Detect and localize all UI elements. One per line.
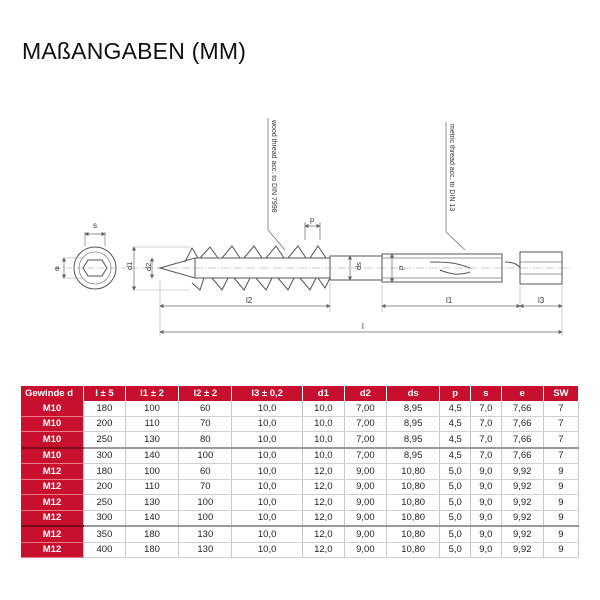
- label-p-top: p: [310, 215, 315, 224]
- table-cell: 10,0: [302, 432, 344, 448]
- table-cell: 10,80: [386, 526, 439, 542]
- table-cell: 9,92: [501, 479, 543, 495]
- table-cell: 110: [125, 479, 178, 495]
- thread-size-cell: M10: [21, 448, 84, 464]
- label-l3: l3: [538, 296, 545, 305]
- col-header: d2: [344, 386, 386, 401]
- table-cell: 5,0: [440, 510, 471, 526]
- table-row: [21, 464, 579, 480]
- table-cell: 4,5: [440, 416, 471, 432]
- table-cell: 9,0: [471, 479, 502, 495]
- table-cell: 9,00: [344, 526, 386, 542]
- table-cell: 180: [84, 464, 126, 480]
- thread-size-cell: M12: [21, 542, 84, 558]
- table-cell: 110: [125, 416, 178, 432]
- col-header: s: [471, 386, 502, 401]
- table-cell: 350: [84, 526, 126, 542]
- table-cell: 130: [179, 526, 232, 542]
- table-cell: 7: [543, 401, 578, 416]
- table-body: [21, 401, 579, 558]
- table-cell: 4,5: [440, 448, 471, 464]
- table-cell: 9,0: [471, 526, 502, 542]
- label-ds: ds: [354, 262, 363, 270]
- table-cell: 130: [125, 495, 178, 511]
- table-cell: 7,00: [344, 448, 386, 464]
- table-cell: 7,66: [501, 448, 543, 464]
- table-cell: 8,95: [386, 448, 439, 464]
- table-cell: 9,92: [501, 495, 543, 511]
- table-cell: 4,5: [440, 432, 471, 448]
- table-cell: 7: [543, 448, 578, 464]
- table-cell: 250: [84, 432, 126, 448]
- table-cell: 60: [179, 464, 232, 480]
- table-cell: 10,0: [232, 432, 302, 448]
- table-cell: 100: [179, 448, 232, 464]
- table-cell: 9,0: [471, 510, 502, 526]
- table-cell: 8,95: [386, 401, 439, 416]
- table-cell: 9,92: [501, 464, 543, 480]
- screw-side-view: [130, 246, 572, 290]
- table-cell: 9: [543, 510, 578, 526]
- table-cell: 12,0: [302, 495, 344, 511]
- thread-size-cell: M12: [21, 495, 84, 511]
- table-cell: 130: [179, 542, 232, 558]
- col-header: p: [440, 386, 471, 401]
- thread-size-cell: M12: [21, 464, 84, 480]
- table-cell: 10,0: [232, 495, 302, 511]
- table-cell: 7,00: [344, 401, 386, 416]
- table-cell: 10,0: [302, 448, 344, 464]
- col-header: l1 ± 2: [125, 386, 178, 401]
- thread-size-cell: M10: [21, 401, 84, 416]
- table-cell: 9,00: [344, 510, 386, 526]
- table-header-row: [21, 386, 579, 401]
- table-cell: 7,0: [471, 416, 502, 432]
- table-cell: 140: [125, 448, 178, 464]
- table-row: [21, 479, 579, 495]
- thread-size-cell: M10: [21, 432, 84, 448]
- thread-size-cell: M12: [21, 526, 84, 542]
- label-d2: d2: [144, 262, 153, 271]
- table-cell: 10,80: [386, 510, 439, 526]
- table-cell: 9: [543, 495, 578, 511]
- end-view: [55, 221, 128, 289]
- col-header: ds: [386, 386, 439, 401]
- table-cell: 12,0: [302, 464, 344, 480]
- table-cell: 10,0: [302, 416, 344, 432]
- table-cell: 140: [125, 510, 178, 526]
- table-cell: 9,0: [471, 542, 502, 558]
- table-cell: 400: [84, 542, 126, 558]
- table-cell: 10,0: [232, 526, 302, 542]
- table-cell: 9: [543, 542, 578, 558]
- table-row: [21, 510, 579, 526]
- table-cell: 7,00: [344, 432, 386, 448]
- table-cell: 7,0: [471, 448, 502, 464]
- label-s: s: [93, 221, 97, 230]
- col-header: l2 ± 2: [179, 386, 232, 401]
- table-cell: 5,0: [440, 495, 471, 511]
- table-row: [21, 401, 579, 416]
- table-cell: 300: [84, 448, 126, 464]
- table-cell: 9,00: [344, 495, 386, 511]
- thread-size-cell: M10: [21, 416, 84, 432]
- table-cell: 100: [179, 495, 232, 511]
- table-cell: 12,0: [302, 479, 344, 495]
- table-cell: 60: [179, 401, 232, 416]
- table-cell: 7,0: [471, 401, 502, 416]
- thread-size-cell: M12: [21, 510, 84, 526]
- label-l1: l1: [446, 296, 453, 305]
- label-e: e: [55, 264, 60, 273]
- table-cell: 10,80: [386, 479, 439, 495]
- col-header: Gewinde d: [21, 386, 84, 401]
- table-cell: 7,66: [501, 416, 543, 432]
- table-cell: 8,95: [386, 432, 439, 448]
- label-l: l: [362, 322, 364, 331]
- table-cell: 70: [179, 416, 232, 432]
- table-cell: 200: [84, 416, 126, 432]
- table-cell: 5,0: [440, 479, 471, 495]
- table-cell: 10,0: [232, 448, 302, 464]
- table-cell: 70: [179, 479, 232, 495]
- table-row: [21, 448, 579, 464]
- table-row: [21, 432, 579, 448]
- table-cell: 7,66: [501, 432, 543, 448]
- table-cell: 12,0: [302, 526, 344, 542]
- leader-notes: [268, 118, 465, 250]
- table-cell: 7: [543, 432, 578, 448]
- table-cell: 10,80: [386, 464, 439, 480]
- vertical-dimensions: [132, 247, 392, 290]
- table-cell: 9,92: [501, 542, 543, 558]
- col-header: SW: [543, 386, 578, 401]
- table-cell: 5,0: [440, 542, 471, 558]
- wood-thread-note: wood thread acc. to DIN 7998: [270, 120, 277, 213]
- table-cell: 100: [179, 510, 232, 526]
- page-title: MAßANGABEN (MM): [22, 38, 247, 64]
- table-cell: 10,80: [386, 542, 439, 558]
- col-header: d1: [302, 386, 344, 401]
- col-header: l3 ± 0,2: [232, 386, 302, 401]
- table-cell: 180: [125, 542, 178, 558]
- table-cell: 12,0: [302, 542, 344, 558]
- label-l2: l2: [246, 296, 253, 305]
- table-cell: 100: [125, 464, 178, 480]
- table-cell: 10,0: [232, 416, 302, 432]
- table-cell: 250: [84, 495, 126, 511]
- col-header: l ± 5: [84, 386, 126, 401]
- table-cell: 7: [543, 416, 578, 432]
- table-cell: 4,5: [440, 401, 471, 416]
- table-cell: 180: [84, 401, 126, 416]
- table-cell: 10,0: [302, 401, 344, 416]
- table-cell: 10,0: [232, 401, 302, 416]
- table-cell: 180: [125, 526, 178, 542]
- metric-thread-note: metric thread acc. to DIN 13: [448, 124, 455, 212]
- table-cell: 9,92: [501, 526, 543, 542]
- table-cell: 10,0: [232, 542, 302, 558]
- table-cell: 9,0: [471, 495, 502, 511]
- table-row: [21, 416, 579, 432]
- table-cell: 10,80: [386, 495, 439, 511]
- table-cell: 7,00: [344, 416, 386, 432]
- table-cell: 9,00: [344, 464, 386, 480]
- table-cell: 9: [543, 526, 578, 542]
- table-cell: 9: [543, 464, 578, 480]
- table-cell: 9,00: [344, 542, 386, 558]
- table-cell: 200: [84, 479, 126, 495]
- thread-size-cell: M12: [21, 479, 84, 495]
- table-cell: 9,92: [501, 510, 543, 526]
- table-cell: 5,0: [440, 526, 471, 542]
- table-cell: 80: [179, 432, 232, 448]
- pitch-dimension: [305, 222, 320, 240]
- table-cell: 12,0: [302, 510, 344, 526]
- label-d1: d1: [125, 261, 134, 270]
- table-cell: 7,0: [471, 432, 502, 448]
- table-cell: 10,0: [232, 464, 302, 480]
- label-p-right: p: [396, 265, 405, 270]
- table-cell: 5,0: [440, 464, 471, 480]
- table-cell: 10,0: [232, 510, 302, 526]
- table-cell: 9,00: [344, 479, 386, 495]
- table-cell: 300: [84, 510, 126, 526]
- table-cell: 7,66: [501, 401, 543, 416]
- col-header: e: [501, 386, 543, 401]
- dimensions-table: [21, 386, 579, 558]
- table-cell: 10,0: [232, 479, 302, 495]
- table-cell: 130: [125, 432, 178, 448]
- table-cell: 100: [125, 401, 178, 416]
- table-cell: 9: [543, 479, 578, 495]
- table-cell: 8,95: [386, 416, 439, 432]
- table-row: [21, 495, 579, 511]
- table-row: [21, 526, 579, 542]
- table-row: [21, 542, 579, 558]
- table-cell: 9,0: [471, 464, 502, 480]
